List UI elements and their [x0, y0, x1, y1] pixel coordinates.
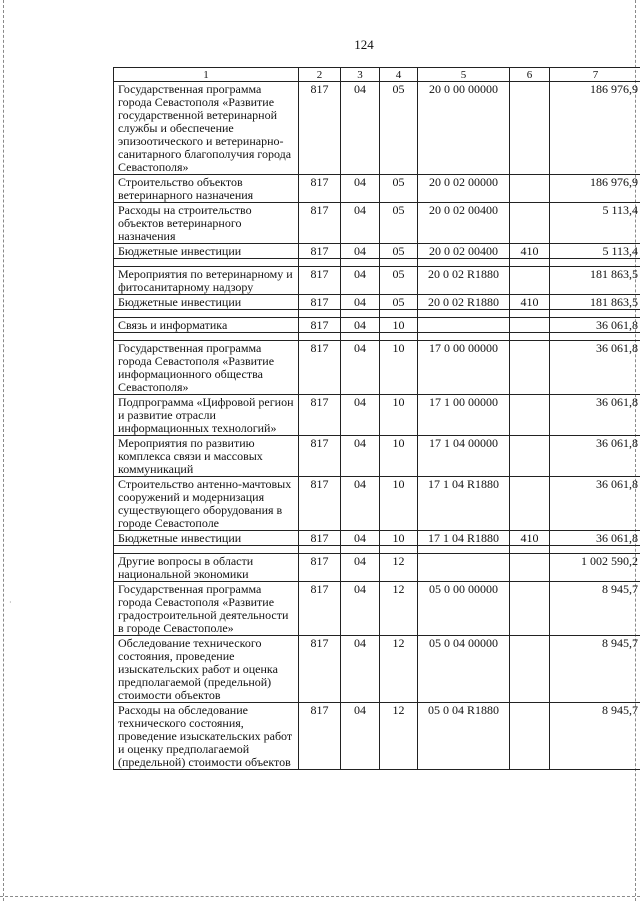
row-section-code: 04: [341, 531, 380, 546]
spacer-cell: [114, 259, 299, 267]
header-col-1: 1: [114, 68, 299, 82]
spacer-cell: [418, 259, 510, 267]
row-target-article: 17 1 04 00000: [418, 436, 510, 477]
row-section-code: 04: [341, 703, 380, 770]
header-col-3: 3: [341, 68, 380, 82]
row-expense-type: [510, 395, 550, 436]
table-row: [114, 203, 640, 244]
row-amount: 5 113,4: [550, 244, 640, 259]
row-expense-type: [510, 636, 550, 703]
row-subsection-code: 12: [380, 703, 418, 770]
budget-table: [113, 67, 640, 770]
row-expense-type: [510, 477, 550, 531]
table-row: [114, 636, 640, 703]
row-target-article: 17 1 00 00000: [418, 395, 510, 436]
spacer-cell: [418, 333, 510, 341]
spacer-cell: [380, 259, 418, 267]
table-row: [114, 267, 640, 295]
table-row: [114, 175, 640, 203]
spacer-cell: [114, 333, 299, 341]
row-gr-code: 817: [299, 582, 341, 636]
row-subsection-code: 12: [380, 636, 418, 703]
row-spacer: [114, 546, 640, 554]
row-subsection-code: 05: [380, 203, 418, 244]
table-row: [114, 554, 640, 582]
row-expense-type: [510, 82, 550, 175]
row-section-code: 04: [341, 636, 380, 703]
row-amount: 36 061,8: [550, 318, 640, 333]
row-expense-type: [510, 436, 550, 477]
row-target-article: 20 0 02 00400: [418, 244, 510, 259]
row-gr-code: 817: [299, 703, 341, 770]
row-expense-type: [510, 318, 550, 333]
row-gr-code: 817: [299, 395, 341, 436]
row-description: Расходы на обследование технического состояния, проведение изыскательских работ и оценку предполагаемой (предельной) стоимости объектов: [114, 703, 299, 770]
row-gr-code: 817: [299, 436, 341, 477]
row-gr-code: 817: [299, 175, 341, 203]
scan-edge-bottom: [0, 896, 640, 897]
row-section-code: 04: [341, 318, 380, 333]
row-amount: 36 061,8: [550, 531, 640, 546]
row-gr-code: 817: [299, 318, 341, 333]
table-row: [114, 318, 640, 333]
spacer-cell: [380, 333, 418, 341]
row-expense-type: 410: [510, 295, 550, 310]
row-description: Расходы на строительство объектов ветеринарного назначения: [114, 203, 299, 244]
row-description: Мероприятия по развитию комплекса связи и массовых коммуникаций: [114, 436, 299, 477]
row-spacer: [114, 310, 640, 318]
header-col-2: 2: [299, 68, 341, 82]
row-section-code: 04: [341, 582, 380, 636]
row-description: Государственная программа города Севастополя «Развитие государственной ветеринарной службы и обеспечение эпизоотического и ветеринарно-санитарного благополучия города Севастополя»: [114, 82, 299, 175]
spacer-cell: [510, 259, 550, 267]
table-row: [114, 244, 640, 259]
row-expense-type: 410: [510, 244, 550, 259]
row-target-article: 17 0 00 00000: [418, 341, 510, 395]
spacer-cell: [299, 546, 341, 554]
row-amount: 36 061,8: [550, 477, 640, 531]
row-target-article: 05 0 00 00000: [418, 582, 510, 636]
row-section-code: 04: [341, 395, 380, 436]
row-amount: 181 863,5: [550, 267, 640, 295]
row-subsection-code: 12: [380, 582, 418, 636]
row-gr-code: 817: [299, 203, 341, 244]
row-subsection-code: 10: [380, 436, 418, 477]
row-amount: 186 976,9: [550, 82, 640, 175]
row-subsection-code: 10: [380, 395, 418, 436]
spacer-cell: [299, 333, 341, 341]
row-amount: 36 061,8: [550, 395, 640, 436]
row-gr-code: 817: [299, 267, 341, 295]
row-expense-type: [510, 175, 550, 203]
spacer-cell: [341, 546, 380, 554]
row-description: Бюджетные инвестиции: [114, 531, 299, 546]
row-section-code: 04: [341, 244, 380, 259]
spacer-cell: [114, 310, 299, 318]
spacer-cell: [510, 333, 550, 341]
row-gr-code: 817: [299, 295, 341, 310]
table-row: [114, 477, 640, 531]
spacer-cell: [114, 546, 299, 554]
row-description: Мероприятия по ветеринарному и фитосанитарному надзору: [114, 267, 299, 295]
row-target-article: 20 0 02 R1880: [418, 295, 510, 310]
row-target-article: 20 0 02 00400: [418, 203, 510, 244]
table-row: [114, 582, 640, 636]
row-subsection-code: 10: [380, 318, 418, 333]
table-row: [114, 703, 640, 770]
row-subsection-code: 12: [380, 554, 418, 582]
row-target-article: [418, 554, 510, 582]
row-spacer: [114, 333, 640, 341]
row-description: Бюджетные инвестиции: [114, 244, 299, 259]
row-section-code: 04: [341, 175, 380, 203]
row-section-code: 04: [341, 554, 380, 582]
scan-speck: ·: [9, 598, 12, 607]
row-expense-type: [510, 267, 550, 295]
row-subsection-code: 10: [380, 477, 418, 531]
row-amount: 8 945,7: [550, 582, 640, 636]
row-expense-type: [510, 703, 550, 770]
table-row: [114, 436, 640, 477]
spacer-cell: [550, 333, 640, 341]
table-row: [114, 82, 640, 175]
row-target-article: 05 0 04 00000: [418, 636, 510, 703]
row-target-article: 05 0 04 R1880: [418, 703, 510, 770]
row-gr-code: 817: [299, 341, 341, 395]
row-subsection-code: 05: [380, 175, 418, 203]
row-target-article: 17 1 04 R1880: [418, 531, 510, 546]
row-amount: 36 061,8: [550, 341, 640, 395]
spacer-cell: [380, 546, 418, 554]
spacer-cell: [299, 310, 341, 318]
row-gr-code: 817: [299, 531, 341, 546]
row-subsection-code: 10: [380, 341, 418, 395]
scan-edge-left: [3, 0, 4, 901]
row-section-code: 04: [341, 436, 380, 477]
row-target-article: 17 1 04 R1880: [418, 477, 510, 531]
row-gr-code: 817: [299, 554, 341, 582]
row-subsection-code: 05: [380, 244, 418, 259]
table-header-row: [114, 68, 640, 82]
spacer-cell: [550, 259, 640, 267]
row-target-article: 20 0 02 00000: [418, 175, 510, 203]
row-spacer: [114, 259, 640, 267]
row-subsection-code: 05: [380, 267, 418, 295]
row-section-code: 04: [341, 267, 380, 295]
page-number: 124: [354, 37, 374, 52]
row-description: Строительство антенно-мачтовых сооружений и модернизация существующего оборудования в городе Севастополе: [114, 477, 299, 531]
table-row: [114, 531, 640, 546]
row-amount: 5 113,4: [550, 203, 640, 244]
spacer-cell: [341, 333, 380, 341]
table-row: [114, 295, 640, 310]
row-expense-type: [510, 582, 550, 636]
header-col-5: 5: [418, 68, 510, 82]
row-description: Обследование технического состояния, проведение изыскательских работ и оценка предполагаемой (предельной) стоимости объектов: [114, 636, 299, 703]
row-target-article: [418, 318, 510, 333]
row-section-code: 04: [341, 203, 380, 244]
spacer-cell: [550, 310, 640, 318]
row-gr-code: 817: [299, 82, 341, 175]
spacer-cell: [418, 546, 510, 554]
row-description: Государственная программа города Севастополя «Развитие градостроительной деятельности в городе Севастополе»: [114, 582, 299, 636]
row-amount: 8 945,7: [550, 636, 640, 703]
spacer-cell: [510, 546, 550, 554]
row-section-code: 04: [341, 295, 380, 310]
row-amount: 8 945,7: [550, 703, 640, 770]
row-target-article: 20 0 00 00000: [418, 82, 510, 175]
row-description: Подпрограмма «Цифровой регион и развитие отрасли информационных технологий»: [114, 395, 299, 436]
spacer-cell: [341, 310, 380, 318]
row-gr-code: 817: [299, 636, 341, 703]
row-description: Другие вопросы в области национальной экономики: [114, 554, 299, 582]
header-col-6: 6: [510, 68, 550, 82]
row-amount: 36 061,8: [550, 436, 640, 477]
header-col-7: 7: [550, 68, 640, 82]
spacer-cell: [380, 310, 418, 318]
spacer-cell: [550, 546, 640, 554]
table-row: [114, 341, 640, 395]
table-body: [114, 68, 640, 770]
row-gr-code: 817: [299, 244, 341, 259]
row-gr-code: 817: [299, 477, 341, 531]
spacer-cell: [510, 310, 550, 318]
row-section-code: 04: [341, 341, 380, 395]
row-expense-type: 410: [510, 531, 550, 546]
row-expense-type: [510, 203, 550, 244]
spacer-cell: [418, 310, 510, 318]
row-expense-type: [510, 554, 550, 582]
row-subsection-code: 10: [380, 531, 418, 546]
row-amount: 181 863,5: [550, 295, 640, 310]
row-section-code: 04: [341, 82, 380, 175]
row-description: Бюджетные инвестиции: [114, 295, 299, 310]
row-subsection-code: 05: [380, 82, 418, 175]
row-target-article: 20 0 02 R1880: [418, 267, 510, 295]
row-section-code: 04: [341, 477, 380, 531]
header-col-4: 4: [380, 68, 418, 82]
spacer-cell: [299, 259, 341, 267]
row-description: Связь и информатика: [114, 318, 299, 333]
row-description: Строительство объектов ветеринарного назначения: [114, 175, 299, 203]
row-expense-type: [510, 341, 550, 395]
row-description: Государственная программа города Севастополя «Развитие информационного общества Севастополя»: [114, 341, 299, 395]
row-amount: 1 002 590,2: [550, 554, 640, 582]
row-subsection-code: 05: [380, 295, 418, 310]
table-row: [114, 395, 640, 436]
spacer-cell: [341, 259, 380, 267]
row-amount: 186 976,9: [550, 175, 640, 203]
